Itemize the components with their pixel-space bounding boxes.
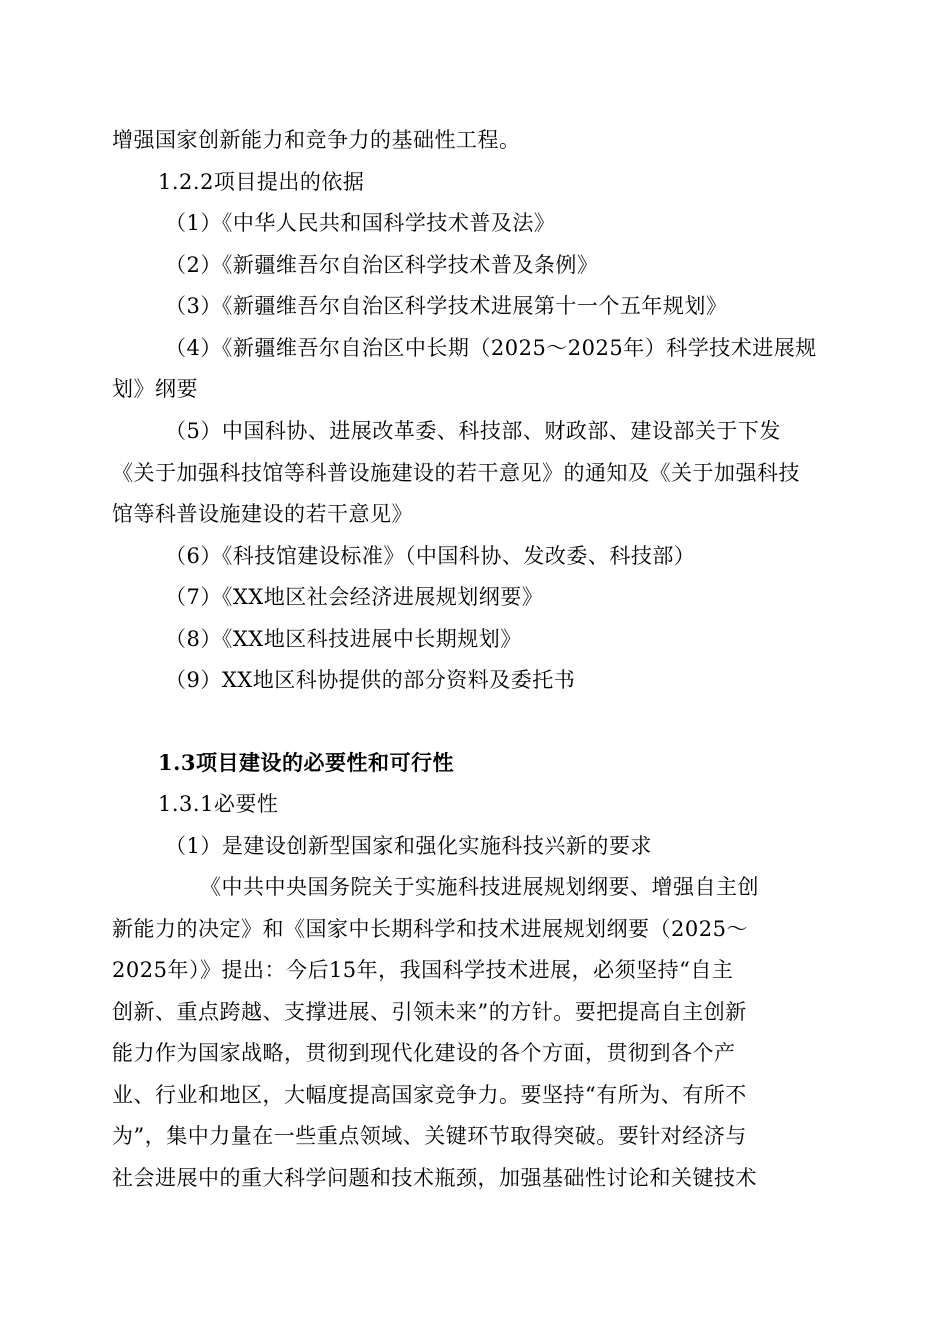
list-item-4-continuation: 划》纲要 bbox=[112, 377, 198, 401]
list-item-5-continuation-2: 馆等科普设施建设的若干意见》 bbox=[112, 502, 413, 526]
list-item-8: （8）《XX地区科技进展中长期规划》 bbox=[165, 627, 522, 651]
section-heading-1-2-2: 1.2.2项目提出的依据 bbox=[158, 170, 365, 194]
body-paragraph-line-5: 能力作为国家战略，贯彻到现代化建设的各个方面，贯彻到各个产 bbox=[112, 1041, 736, 1065]
list-item-9: （9）XX地区科协提供的部分资料及委托书 bbox=[165, 668, 576, 692]
list-item-3: （3）《新疆维吾尔自治区科学技术进展第十一个五年规划》 bbox=[165, 294, 728, 318]
body-paragraph-line-6: 业、行业和地区，大幅度提高国家竞争力。要坚持“有所为、有所不 bbox=[112, 1083, 747, 1107]
section-heading-1-3: 1.3项目建设的必要性和可行性 bbox=[158, 750, 455, 775]
list-item-1: （1）《中华人民共和国科学技术普及法》 bbox=[165, 211, 556, 235]
body-paragraph-line-1: 《中共中央国务院关于实施科技进展规划纲要、增强自主创 bbox=[200, 875, 759, 899]
subsection-item-1: （1）是建设创新型国家和强化实施科技兴新的要求 bbox=[165, 834, 652, 858]
list-item-5: （5）中国科协、进展改革委、科技部、财政部、建设部关于下发 bbox=[165, 419, 781, 443]
body-paragraph-line-2: 新能力的决定》和《国家中长期科学和技术进展规划纲要（2025～ bbox=[112, 917, 748, 941]
list-item-6: （6）《科技馆建设标准》（中国科协、发改委、科技部） bbox=[165, 544, 696, 568]
list-item-4: （4）《新疆维吾尔自治区中长期（2025～2025年）科学技术进展规 bbox=[165, 336, 817, 360]
list-item-5-continuation-1: 《关于加强科技馆等科普设施建设的若干意见》的通知及《关于加强科技 bbox=[112, 461, 800, 485]
body-paragraph-line-4: 创新、重点跨越、支撑进展、引领未来”的方针。要把提高自主创新 bbox=[112, 1000, 747, 1024]
body-paragraph-line-3: 2025年）》提出：今后15年，我国科学技术进展，必须坚持“自主 bbox=[112, 958, 734, 982]
body-paragraph-line-7: 为”，集中力量在一些重点领域、关键环节取得突破。要针对经济与 bbox=[112, 1124, 747, 1148]
paragraph-continuation: 增强国家创新能力和竞争力的基础性工程。 bbox=[112, 128, 521, 152]
body-paragraph-line-8: 社会进展中的重大科学问题和技术瓶颈，加强基础性讨论和关键技术 bbox=[112, 1166, 757, 1190]
section-heading-1-3-1: 1.3.1必要性 bbox=[158, 792, 279, 816]
list-item-2: （2）《新疆维吾尔自治区科学技术普及条例》 bbox=[165, 253, 599, 277]
list-item-7: （7）《XX地区社会经济进展规划纲要》 bbox=[165, 585, 544, 609]
